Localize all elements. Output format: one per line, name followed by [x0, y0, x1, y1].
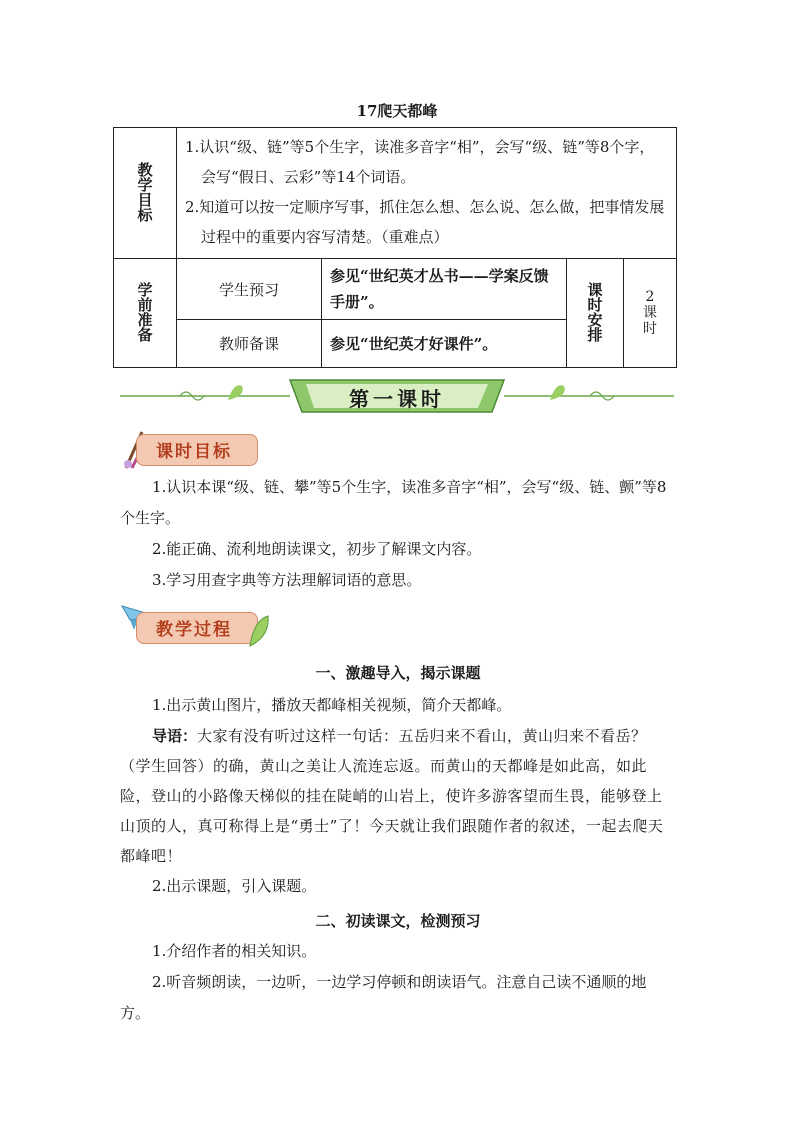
- objectives-badge-label: 课时目标: [156, 442, 232, 462]
- leaf-icon: [248, 612, 272, 652]
- objectives-badge: [120, 428, 256, 474]
- section-1-heading: 一、激趣导入，揭示课题: [315, 664, 481, 682]
- lesson-plan-table: [113, 127, 677, 368]
- intro-label: 导语：: [152, 727, 198, 745]
- section-1: [120, 658, 676, 902]
- teacher-prep-value: 参见“世纪英才好课件”。: [322, 320, 567, 368]
- banner-title: 第一课时: [349, 387, 445, 411]
- goal-item: 1.认识“级、链”等5个生字，读准多音字“相”，会写“级、链”等8个字，会写“假日、云彩”等14个词语。: [185, 138, 655, 186]
- prep-label: 学 前 准 备: [114, 259, 177, 368]
- student-prep-value: 参见“世纪英才丛书——学案反馈手册”。: [322, 259, 567, 320]
- lesson-banner: [120, 376, 674, 416]
- objectives-list: [120, 472, 676, 596]
- process-badge-label: 教学过程: [156, 620, 232, 640]
- section-2-heading: 二、初读课文，检测预习: [315, 912, 481, 930]
- intro-text: 大家有没有听过这样一句话：五岳归来不看山，黄山归来不看岳？（学生回答）的确，黄山之美让人流连忘返。而黄山的天都峰是如此高，如此险，登山的小路像天梯似的挂在陡峭的山岩上，使许多游客望而生畏，能够登上山顶的人，真可称得上是“勇士”了！今天就让我们跟随作者的叙述，一起去爬天都峰吧！: [120, 727, 664, 865]
- teacher-prep-label: 教师备课: [177, 320, 322, 368]
- schedule-value: 2 课 时: [624, 259, 677, 368]
- goals-label: 教 学 目 标: [114, 128, 177, 259]
- section-2: [120, 906, 676, 1029]
- section-1-item: 1.出示黄山图片，播放天都峰相关视频，简介天都峰。: [152, 696, 512, 714]
- section-1-item: 2.出示课题，引入课题。: [152, 877, 317, 895]
- process-badge: [120, 606, 256, 652]
- objective-item: 1.认识本课“级、链、攀”等5个生字，读准多音字“相”，会写“级、链、颤”等8个生字。: [120, 478, 667, 527]
- schedule-label: 课 时 安 排: [567, 259, 624, 368]
- lesson-title: 17爬天都峰: [356, 102, 438, 120]
- section-2-item: 2.听音频朗读，一边听，一边学习停顿和朗读语气。注意自己读不通顺的地方。: [120, 973, 647, 1022]
- student-prep-label: 学生预习: [177, 259, 322, 320]
- intro-paragraph: [120, 721, 676, 871]
- objective-item: 2.能正确、流利地朗读课文，初步了解课文内容。: [152, 540, 482, 558]
- goal-item: 2.知道可以按一定顺序写事，抓住怎么想、怎么说、怎么做，把事情发展过程中的重要内容写清楚。（重难点）: [185, 198, 665, 246]
- objective-item: 3.学习用查字典等方法理解词语的意思。: [152, 571, 422, 589]
- section-2-item: 1.介绍作者的相关知识。: [152, 942, 317, 960]
- goals-content: [177, 128, 677, 259]
